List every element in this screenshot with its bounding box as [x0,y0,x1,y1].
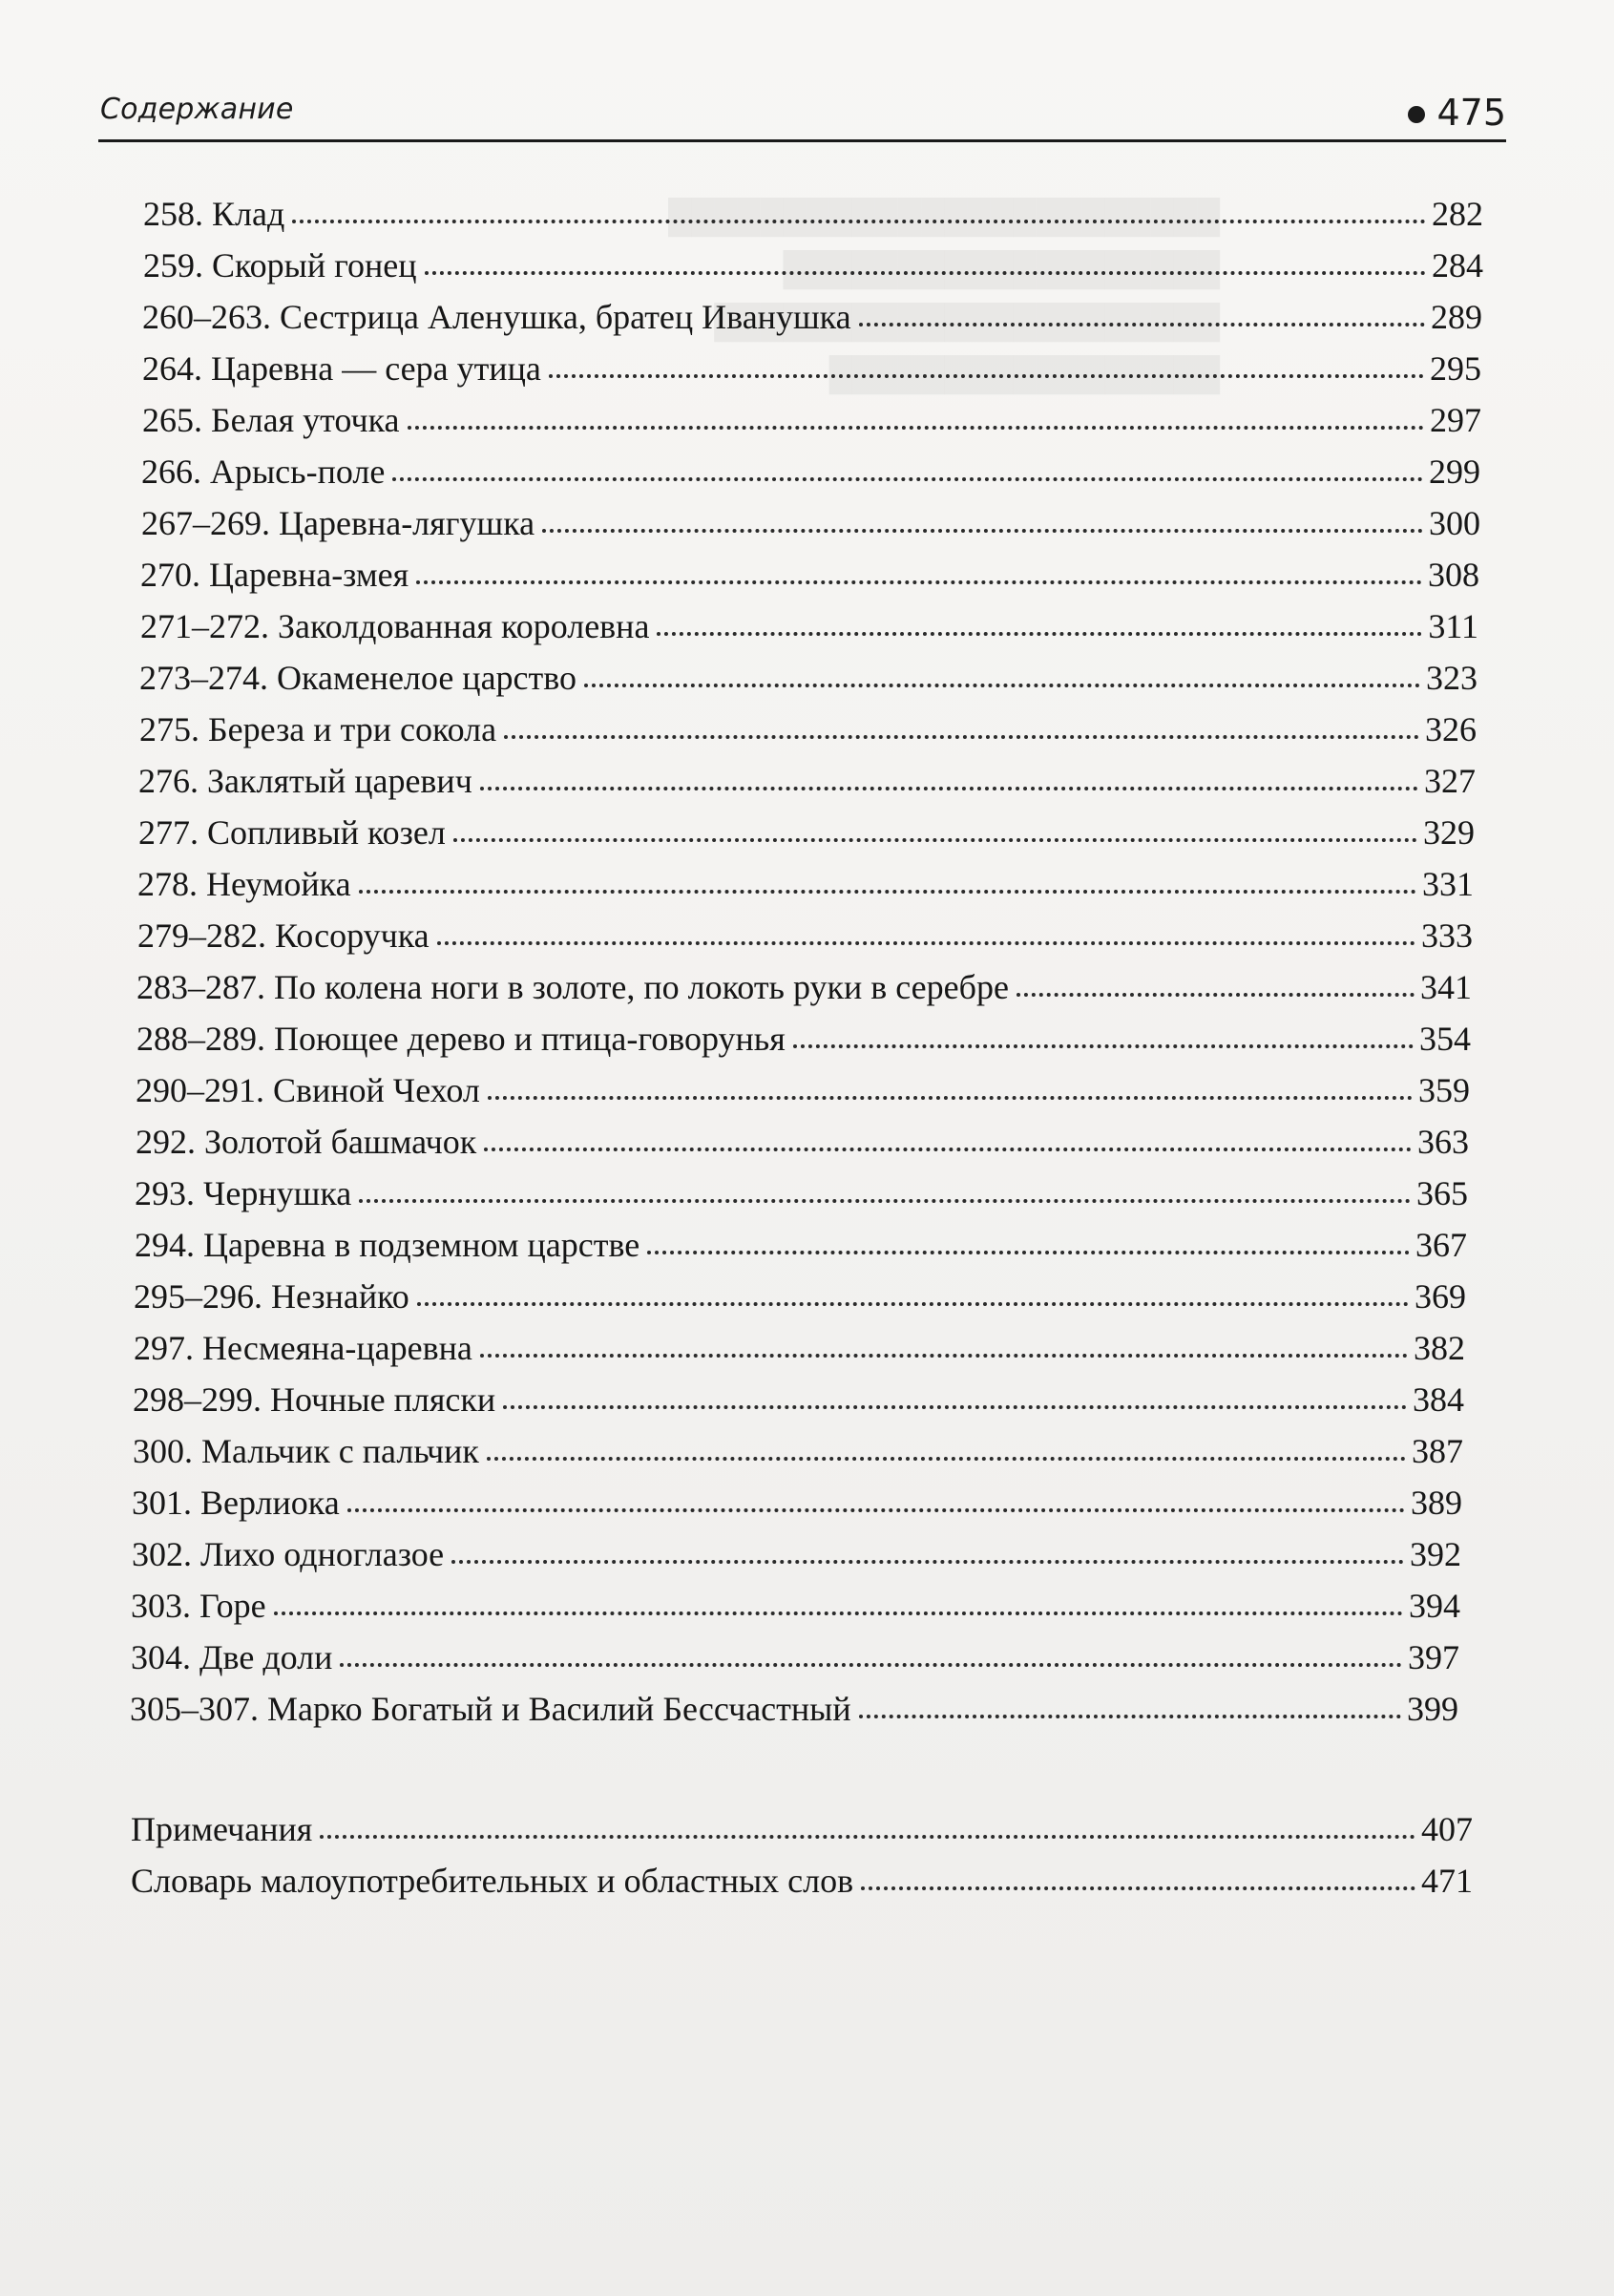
dot-leader [425,265,1426,275]
toc-entry-title: 295–296. Незнайко [134,1277,409,1316]
toc-entry-page: 359 [1418,1071,1470,1109]
toc-entry-title: 276. Заклятый царевич [138,762,472,800]
dot-leader [416,575,1422,584]
header-page-number: 475 [1436,92,1506,134]
toc-entry-page: 289 [1431,298,1482,336]
dot-leader [340,1657,1402,1667]
toc-entry-page: 389 [1411,1484,1462,1522]
toc-entry-page: 394 [1409,1587,1460,1625]
toc-entry-title: 301. Верлиока [132,1484,340,1522]
toc-entry [138,811,1475,854]
toc-entry [135,1223,1467,1267]
dot-leader [859,317,1425,326]
toc-entry [131,1584,1460,1628]
toc-entry-page: 299 [1429,453,1480,491]
toc-entry [141,450,1480,494]
toc-entry [137,914,1473,958]
dot-leader [549,369,1424,378]
toc-entry-title: Примечания [131,1810,313,1848]
toc-entry [132,1532,1461,1576]
dot-leader [504,729,1419,739]
dot-leader [487,1451,1406,1461]
toc-entry-page: 300 [1429,504,1480,542]
toc-entry-page: 331 [1422,865,1474,903]
dot-leader [392,472,1423,481]
dot-leader [584,678,1420,687]
toc-entry-page: 323 [1426,659,1478,697]
dot-leader [647,1245,1410,1254]
toc-entry-title: 300. Мальчик с пальчик [133,1432,479,1470]
toc-entry [132,1481,1462,1525]
dot-leader [1017,987,1415,997]
toc-entry-page: 384 [1413,1380,1464,1419]
toc-entry-page: 367 [1415,1226,1467,1264]
toc-entry [143,192,1483,236]
toc-entry-title: 294. Царевна в подземном царстве [135,1226,640,1264]
toc-entry-title: Словарь малоупотребительных и областных слов [131,1862,854,1900]
toc-appendix-entry [131,1859,1473,1903]
toc-entry-page: 387 [1412,1432,1463,1470]
toc-entry [130,1687,1458,1731]
dot-leader [437,936,1415,945]
toc-entry-page: 329 [1423,813,1475,852]
toc-entry-title: 297. Несмеяна-царевна [134,1329,472,1367]
toc-entry-title: 275. Береза и три сокола [139,710,497,748]
toc-entry [131,1635,1459,1679]
toc-entry-title: 270. Царевна-змея [140,556,409,594]
toc-entry [142,347,1481,390]
toc-entry-title: 271–272. Заколдованная королевна [140,607,650,645]
toc-entry [134,1326,1465,1370]
toc-entry-title: 290–291. Свиной Чехол [136,1071,480,1109]
toc-entry-title: 302. Лихо одноглазое [132,1535,445,1573]
toc-entry-page: 382 [1414,1329,1465,1367]
dot-leader [359,884,1416,894]
toc-entry-page: 471 [1421,1862,1473,1900]
toc-entry-page: 365 [1416,1174,1468,1212]
header-section-title: Содержание [100,93,294,126]
toc-entry-title: 266. Арысь-поле [141,453,386,491]
toc-entry-page: 333 [1421,916,1473,955]
toc-entry-title: 298–299. Ночные пляски [133,1380,496,1419]
dot-leader [408,420,1424,430]
toc-entry-title: 283–287. По колена ноги в золоте, по локоть руки в серебре [136,968,1009,1006]
toc-entry-page: 311 [1428,607,1478,645]
dot-leader [292,214,1426,223]
toc-entry-page: 297 [1430,401,1481,439]
toc-entry [140,604,1478,648]
toc-entry-page: 363 [1417,1123,1469,1161]
toc-entry-page: 341 [1420,968,1472,1006]
toc-entry-page: 327 [1424,762,1476,800]
dot-leader [484,1142,1412,1151]
toc-entry-title: 258. Клад [143,195,285,233]
toc-entry [141,501,1480,545]
toc-entry [139,656,1478,700]
reverse-side-bleed: ████████████████████████ ███████████████████ ██████████████████████ █████████████████ [668,200,1221,392]
toc-entry-title: 265. Белая уточка [142,401,400,439]
dot-leader [861,1881,1415,1890]
toc-entry-page: 392 [1410,1535,1461,1573]
dot-leader [793,1039,1414,1048]
toc-entry-title: 259. Скорый гонец [143,246,417,284]
dot-leader [453,832,1417,842]
toc-entry-title: 303. Горе [131,1587,266,1625]
toc-entry-page: 397 [1408,1638,1459,1676]
toc-entry-page: 399 [1407,1690,1458,1728]
dot-leader [503,1400,1407,1409]
toc-entry-title: 264. Царевна — сера утица [142,349,541,388]
dot-leader [480,1348,1408,1358]
toc-entry-title: 267–269. Царевна-лягушка [141,504,535,542]
toc-entry-title: 279–282. Косоручка [137,916,430,955]
toc-entry [134,1274,1466,1318]
toc-entry [135,1171,1468,1215]
toc-entry-page: 369 [1415,1277,1466,1316]
toc-entry [133,1429,1463,1473]
toc-entry-page: 284 [1432,246,1483,284]
dot-leader [347,1503,1405,1512]
toc-entry-title: 292. Золотой башмачок [136,1123,477,1161]
toc-entry-title: 288–289. Поющее дерево и птица-говорунья [136,1020,786,1058]
toc-appendix-entry [131,1807,1473,1851]
toc-entry-title: 273–274. Окаменелое царство [139,659,577,697]
toc-entry [136,1120,1469,1164]
toc-entry-title: 278. Неумойка [137,865,351,903]
dot-leader [480,781,1418,790]
toc-entry-page: 282 [1432,195,1483,233]
toc-entry-title: 277. Сопливый козел [138,813,446,852]
toc-entry [143,243,1483,287]
toc-entry [138,759,1476,803]
dot-leader [488,1090,1413,1100]
toc-entry [133,1378,1464,1422]
toc-entry [142,398,1481,442]
toc-entry-page: 326 [1425,710,1477,748]
toc-entry [136,965,1472,1009]
dot-leader [859,1709,1401,1718]
toc-entry-page: 407 [1421,1810,1473,1848]
dot-leader [451,1554,1404,1564]
toc-entry-page: 308 [1428,556,1479,594]
toc-entry [140,553,1479,597]
toc-entry-page: 354 [1419,1020,1471,1058]
dot-leader [657,626,1422,636]
toc-entry [136,1068,1470,1112]
toc-entry-title: 260–263. Сестрица Аленушка, братец Иванушка [142,298,851,336]
dot-leader [359,1193,1411,1203]
toc-entry [142,295,1482,339]
dot-leader [320,1829,1415,1839]
toc-entry [139,707,1477,751]
dot-leader [542,523,1423,533]
toc-entry-title: 304. Две доли [131,1638,333,1676]
toc-entry [137,862,1474,906]
toc-entry [136,1017,1471,1061]
dot-leader [274,1606,1403,1615]
toc-entry-page: 295 [1430,349,1481,388]
dot-leader [417,1296,1409,1306]
toc-entry-title: 305–307. Марко Богатый и Василий Бессчастный [130,1690,851,1728]
toc-entry-title: 293. Чернушка [135,1174,352,1212]
